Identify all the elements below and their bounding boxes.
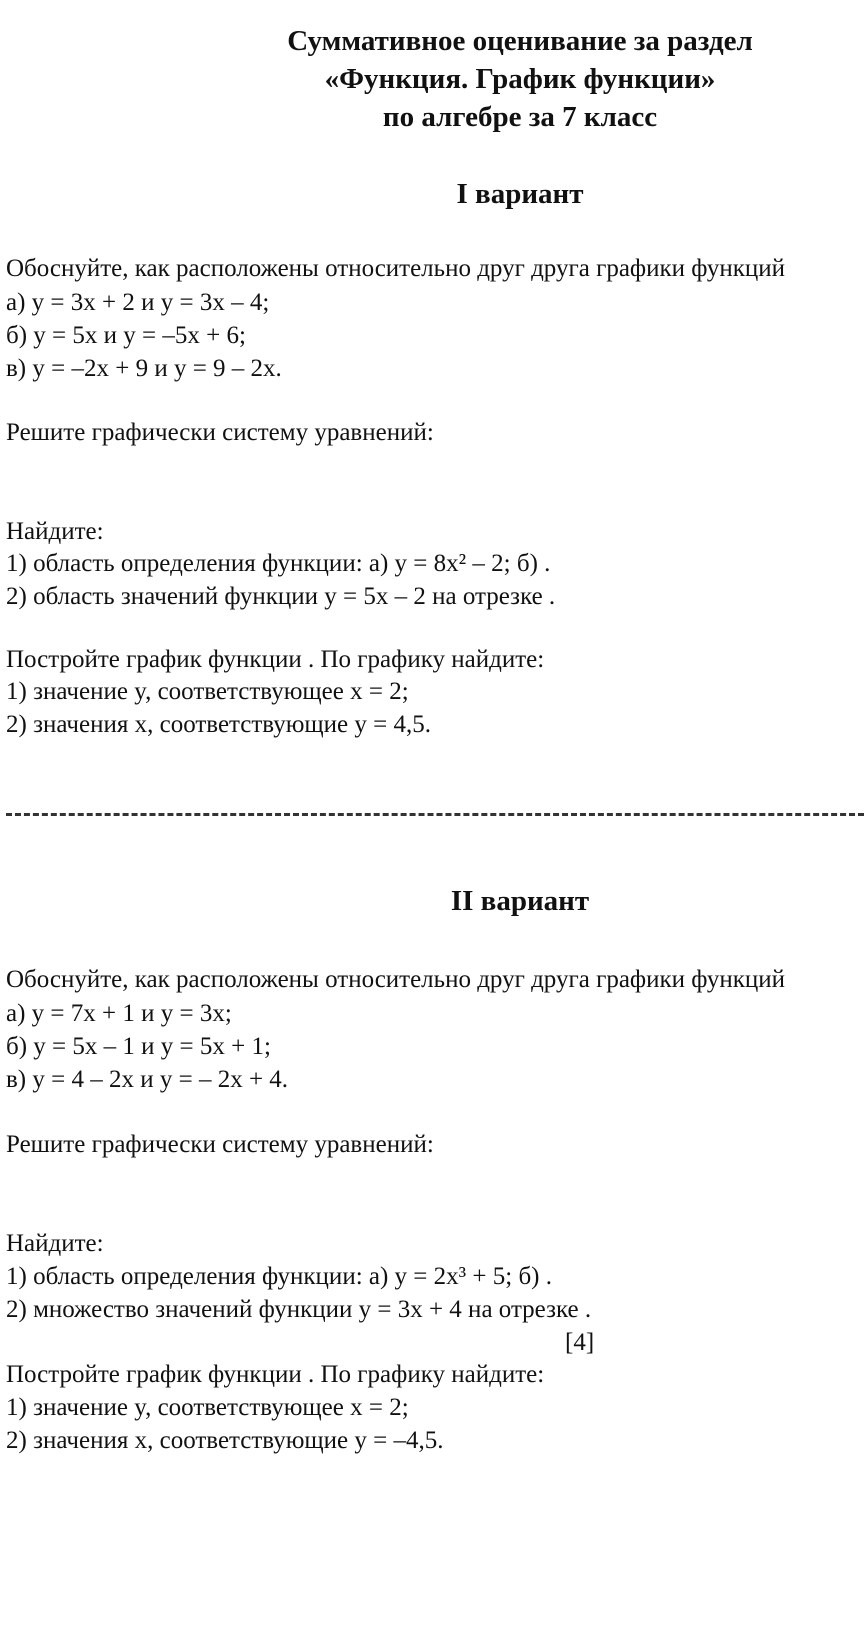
v1-task3-intro: Найдите: — [6, 518, 104, 545]
v2-task1-a: а) y = 7x + 1 и y = 3x; — [6, 1000, 232, 1027]
v1-task4-intro: Постройте график функции . По графику найдите: — [6, 646, 545, 673]
v1-task3-1: 1) область определения функции: а) y = 8x² – 2; б) . — [6, 550, 551, 577]
title-line-1: Суммативное оценивание за раздел — [287, 25, 753, 57]
variant-1-heading: I вариант — [456, 178, 584, 210]
v2-task4-intro: Постройте график функции . По графику найдите: — [6, 1361, 545, 1388]
title-line-2: «Функция. График функции» — [324, 63, 716, 95]
v1-task3-2: 2) область значений функции y = 5x – 2 на отрезке . — [6, 583, 556, 610]
v1-task1-intro: Обоснуйте, как расположены относительно друг друга графики функций — [6, 255, 786, 282]
v1-task1-c: в) y = –2x + 9 и y = 9 – 2x. — [6, 355, 282, 382]
v2-task2: Решите графически систему уравнений: — [6, 1131, 434, 1158]
v2-task1-intro: Обоснуйте, как расположены относительно друг друга графики функций — [6, 966, 786, 993]
v2-task1-b: б) y = 5x – 1 и y = 5x + 1; — [6, 1033, 271, 1060]
v1-task1-b: б) y = 5x и y = –5x + 6; — [6, 322, 246, 349]
v1-task2: Решите графически систему уравнений: — [6, 419, 434, 446]
section-separator — [6, 813, 864, 816]
v2-task3-2: 2) множество значений функции y = 3x + 4 на отрезке . — [6, 1296, 592, 1323]
v2-task3-intro: Найдите: — [6, 1230, 104, 1257]
v2-task4-2: 2) значения x, соответствующие y = –4,5. — [6, 1427, 444, 1454]
v1-task1-a: а) y = 3x + 2 и y = 3x – 4; — [6, 289, 270, 316]
v1-task4-2: 2) значения x, соответствующие y = 4,5. — [6, 711, 431, 738]
v2-task4-1: 1) значение y, соответствующее x = 2; — [6, 1394, 409, 1421]
v2-task1-c: в) y = 4 – 2x и y = – 2x + 4. — [6, 1066, 289, 1093]
score-mark: [4] — [565, 1329, 595, 1356]
v2-task3-1: 1) область определения функции: а) y = 2x³ + 5; б) . — [6, 1263, 552, 1290]
variant-2-heading: II вариант — [450, 885, 590, 917]
title-line-3: по алгебре за 7 класс — [382, 101, 658, 133]
v1-task4-1: 1) значение y, соответствующее x = 2; — [6, 678, 409, 705]
